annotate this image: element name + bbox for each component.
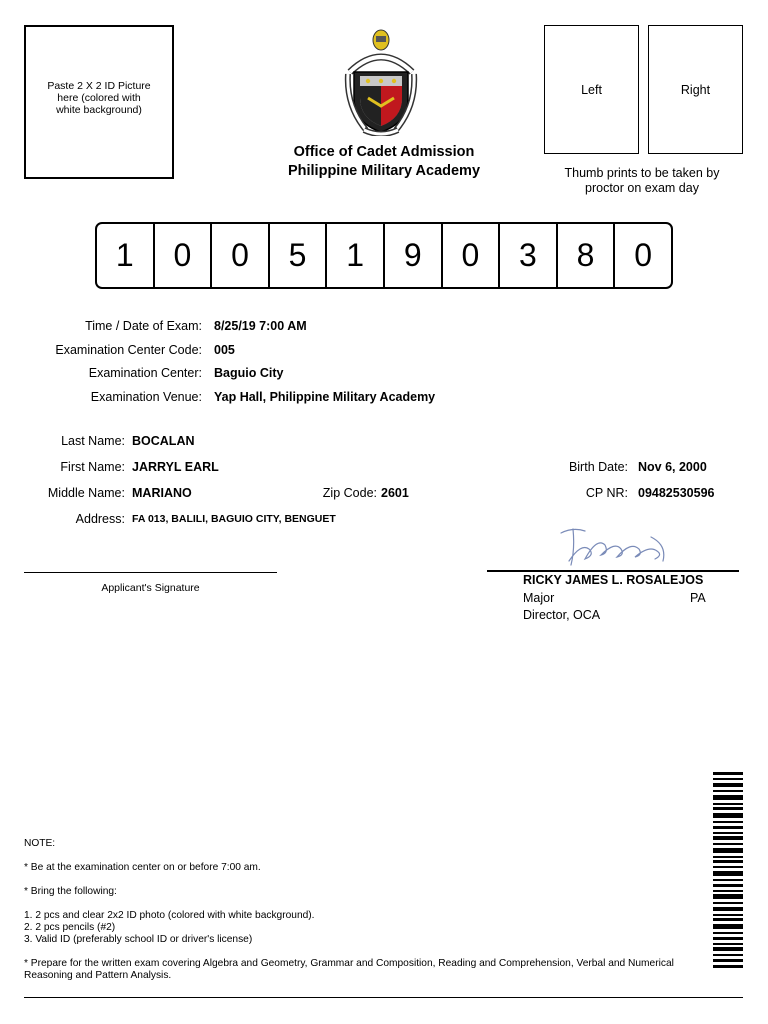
note-item-valid-id: 3. Valid ID (preferably school ID or driver's license) xyxy=(24,934,253,945)
director-branch: PA xyxy=(690,591,706,605)
applicant-number-digit: 1 xyxy=(325,224,383,287)
applicant-number-digit: 0 xyxy=(153,224,211,287)
barcode-image xyxy=(713,772,743,968)
middle-name-value: MARIANO xyxy=(132,486,192,500)
exam-venue-value: Yap Hall, Philippine Military Academy xyxy=(214,390,436,404)
note-arrival: * Be at the examination center on or before 7:00 am. xyxy=(24,862,261,873)
applicant-number-digit: 0 xyxy=(613,224,671,287)
office-title-line2: Philippine Military Academy xyxy=(287,163,481,179)
note-heading: NOTE: xyxy=(24,838,56,849)
thumbprint-right-box xyxy=(648,25,743,154)
applicant-number-digit: 0 xyxy=(210,224,268,287)
zip-code-value: 2601 xyxy=(381,486,409,500)
first-name-label: First Name: xyxy=(60,460,125,474)
cp-number-value: 09482530596 xyxy=(638,486,715,500)
address-value: FA 013, BALILI, BAGUIO CITY, BENGUET xyxy=(132,513,336,525)
applicant-signature-line xyxy=(24,572,277,573)
applicant-number-digit: 8 xyxy=(556,224,614,287)
thumbprint-note: Thumb prints to be taken by proctor on exam day xyxy=(564,166,720,195)
pma-emblem-logo xyxy=(338,28,424,136)
note-bring: * Bring the following: xyxy=(24,886,117,897)
thumbprint-right-label: Right xyxy=(680,82,711,97)
note-item-pencils: 2. 2 pcs pencils (#2) xyxy=(24,922,116,933)
zip-code-label: Zip Code: xyxy=(322,486,377,500)
office-title xyxy=(244,143,524,181)
birth-date-value: Nov 6, 2000 xyxy=(638,460,707,474)
id-photo-instructions: Paste 2 X 2 ID Picture here (colored with white background) xyxy=(47,80,151,116)
exam-center-code-label: Examination Center Code: xyxy=(55,343,202,357)
applicant-number-digit: 5 xyxy=(268,224,326,287)
director-signature-line xyxy=(487,570,739,572)
thumbprint-left-box xyxy=(544,25,639,154)
exam-time-label: Time / Date of Exam: xyxy=(85,319,202,333)
exam-center-value: Baguio City xyxy=(214,366,284,380)
footer-rule xyxy=(24,997,743,998)
id-photo-box xyxy=(24,25,174,179)
applicant-number-digit: 9 xyxy=(383,224,441,287)
applicant-number xyxy=(95,222,673,289)
director-name: RICKY JAMES L. ROSALEJOS xyxy=(523,573,704,587)
note-item-photo: 1. 2 pcs and clear 2x2 ID photo (colored with white background). xyxy=(24,910,315,921)
applicant-number-digit: 0 xyxy=(441,224,499,287)
thumbprint-left-label: Left xyxy=(581,82,602,97)
last-name-label: Last Name: xyxy=(61,434,125,448)
applicant-number-digit: 1 xyxy=(115,237,134,273)
exam-center-code-value: 005 xyxy=(214,343,235,357)
birth-date-label: Birth Date: xyxy=(568,460,628,474)
office-title-line1: Office of Cadet Admission xyxy=(293,144,475,160)
exam-center-label: Examination Center: xyxy=(88,366,202,380)
note-exam-coverage: * Prepare for the written exam covering Algebra and Geometry, Grammar and Composition, Reading and Comprehension, Verbal and Numerical Reasoning and Pattern Analysis. xyxy=(24,958,674,981)
exam-venue-label: Examination Venue: xyxy=(90,390,202,404)
address-label: Address: xyxy=(75,512,125,526)
last-name-value: BOCALAN xyxy=(132,434,195,448)
middle-name-label: Middle Name: xyxy=(47,486,125,500)
applicant-number-digit: 3 xyxy=(498,224,556,287)
director-title: Director, OCA xyxy=(523,608,601,622)
cp-number-label: CP NR: xyxy=(585,486,628,500)
director-rank: Major xyxy=(523,591,555,605)
applicant-signature-label: Applicant's Signature xyxy=(101,582,200,594)
director-signature-image xyxy=(555,515,675,573)
exam-time-value: 8/25/19 7:00 AM xyxy=(214,319,307,333)
first-name-value: JARRYL EARL xyxy=(132,460,219,474)
